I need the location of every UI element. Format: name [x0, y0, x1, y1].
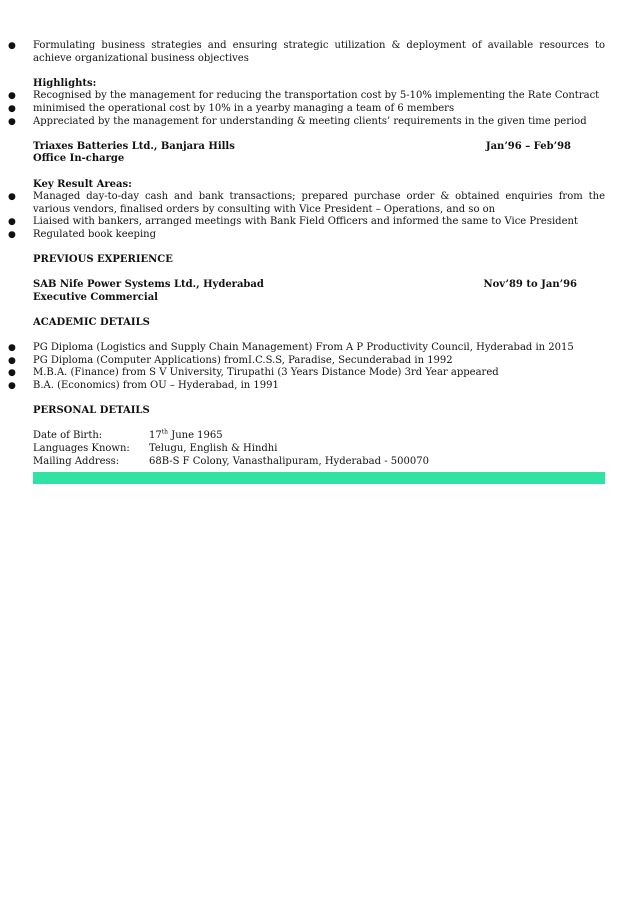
list-item: ● PG Diploma (Computer Applications) fromI.C.S.S, Paradise, Secunderabad in 1992	[8, 354, 453, 366]
job-header-triaxes	[0, 141, 638, 154]
dob-label: Date of Birth:	[33, 430, 103, 442]
intro-list	[0, 40, 638, 65]
bullet-icon: ●	[8, 343, 16, 354]
company-name: Triaxes Batteries Ltd., Banjara Hills	[33, 140, 235, 152]
personal-address-row	[0, 456, 638, 469]
section-heading-personal: PERSONAL DETAILS	[33, 405, 150, 417]
bullet-icon: ●	[8, 217, 16, 228]
footer-accent-bar	[33, 472, 605, 484]
section-heading-previous-experience: PREVIOUS EXPERIENCE	[33, 254, 173, 266]
list-item: ● minimised the operational cost by 10% in a yearby managing a team of 6 members	[8, 102, 455, 114]
address-label: Mailing Address:	[33, 455, 120, 467]
bullet-icon: ●	[8, 103, 16, 114]
academic-list	[0, 342, 638, 392]
section-heading-academic: ACADEMIC DETAILS	[33, 317, 150, 329]
resume-page	[0, 40, 638, 468]
job-header-sab-nife	[0, 279, 638, 292]
list-item: ● Regulated book keeping	[8, 228, 156, 240]
bullet-icon: ●	[8, 116, 16, 127]
job-role: Executive Commercial	[33, 291, 158, 303]
list-item: ● Appreciated by the management for understanding & meeting clients’ requirements in the given time period	[8, 115, 587, 127]
list-item: ● Liaised with bankers, arranged meetings with Bank Field Officers and informed the same to Vice President	[8, 216, 578, 228]
bullet-icon: ●	[8, 91, 16, 102]
job-period: Jan’96 – Feb’98	[485, 140, 571, 152]
company-name: SAB Nife Power Systems Ltd., Hyderabad	[33, 279, 264, 291]
highlights-list	[0, 90, 638, 128]
address-value: 68B-S F Colony, Vanasthalipuram, Hyderabad - 500070	[149, 455, 429, 467]
highlights-heading: Highlights:	[33, 77, 97, 89]
personal-languages-row	[0, 443, 638, 456]
bullet-icon: ●	[8, 355, 16, 366]
list-item: ● M.B.A. (Finance) from S V University, Tirupathi (3 Years Distance Mode) 3rd Year appeared	[8, 367, 499, 379]
kra-list	[0, 191, 638, 241]
list-item: ● Managed day-to-day cash and bank transactions; prepared purchase order & obtained enquiries from the various vendors, finalised orders by consulting with Vice President – Operations, and so on	[8, 191, 605, 215]
bullet-icon: ●	[8, 381, 16, 392]
bullet-icon: ●	[8, 192, 16, 203]
personal-dob-row	[0, 430, 638, 443]
bullet-icon: ●	[8, 229, 16, 240]
dob-value: 17th June 1965	[149, 429, 223, 442]
job-period: Nov’89 to Jan’96	[483, 279, 577, 291]
kra-heading: Key Result Areas:	[33, 178, 132, 190]
languages-value: Telugu, English & Hindhi	[149, 443, 278, 454]
bullet-icon: ●	[8, 41, 16, 51]
languages-label: Languages Known:	[33, 443, 130, 454]
list-item: ● Formulating business strategies and ensuring strategic utilization & deployment of available resources to achieve organizational business objectives	[8, 40, 605, 64]
list-item: ● B.A. (Economics) from OU – Hyderabad, in 1991	[8, 380, 279, 392]
list-item: ● Recognised by the management for reducing the transportation cost by 5-10% implementing the Rate Contract	[8, 90, 600, 102]
list-item: ● PG Diploma (Logistics and Supply Chain Management) From A P Productivity Council, Hyderabad in 2015	[8, 342, 574, 354]
bullet-icon: ●	[8, 368, 16, 379]
job-role: Office In-charge	[33, 153, 125, 165]
